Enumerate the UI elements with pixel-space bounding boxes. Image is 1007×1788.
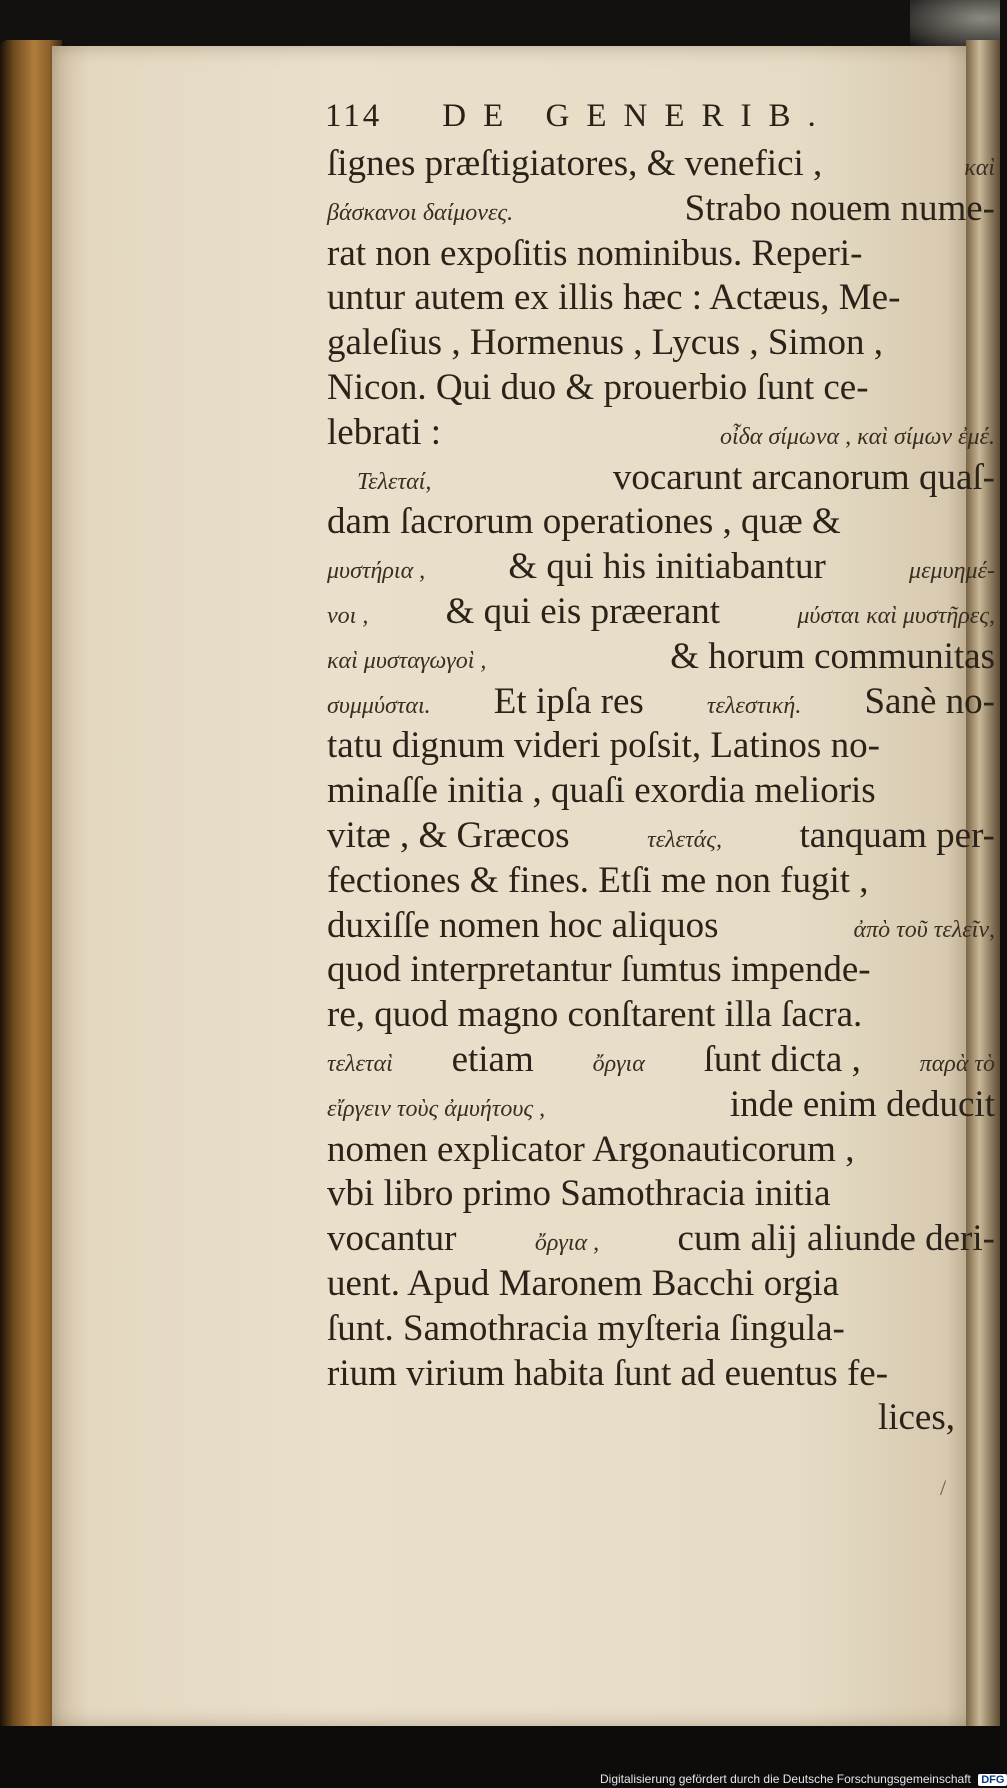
- latin-text: ſunt dicta ,: [703, 1038, 861, 1080]
- page-number: 114: [325, 98, 383, 134]
- scan-top-border: [0, 0, 1000, 46]
- text-line: [327, 1352, 995, 1397]
- latin-text: tanquam per-: [799, 814, 995, 856]
- latin-text: Strabo nouem nume-: [684, 187, 995, 229]
- latin-text: galeſius , Hormenus , Lycus , Simon ,: [327, 322, 883, 364]
- running-head: [325, 98, 965, 135]
- text-line: [327, 1217, 995, 1262]
- greek-phrase: συμμύσται.: [327, 692, 431, 719]
- text-line: [327, 904, 995, 949]
- latin-text: inde enim deducit: [729, 1083, 995, 1125]
- text-line: [327, 769, 995, 814]
- digitization-credit: [600, 1772, 1005, 1788]
- greek-phrase: μυστήρια ,: [327, 558, 426, 585]
- text-line: [327, 232, 995, 277]
- text-line: [327, 859, 995, 904]
- text-line: [327, 187, 995, 232]
- latin-text: ſunt. Samothracia myſteria ſingula-: [327, 1307, 845, 1349]
- greek-phrase: εἴργειν τοὺς ἀμυήτους ,: [327, 1095, 546, 1122]
- text-line: [327, 1262, 995, 1307]
- greek-phrase: παρὰ τὸ: [919, 1050, 995, 1077]
- greek-phrase: ὄργια ,: [534, 1230, 600, 1257]
- text-line: [327, 142, 995, 187]
- greek-phrase: οἶδα σίμωνα , καὶ σίμων ἐμέ.: [719, 423, 995, 450]
- latin-text: vocarunt arcanorum quaſ-: [612, 456, 995, 498]
- greek-phrase: καὶ μυσταγωγοὶ ,: [327, 647, 487, 674]
- greek-phrase: τελεστική.: [706, 692, 802, 719]
- greek-phrase: τελετάς,: [647, 826, 722, 853]
- latin-text: cum alij aliunde deri-: [677, 1218, 995, 1260]
- latin-text: untur autem ex illis hæc : Actæus, Me-: [327, 277, 901, 319]
- greek-phrase: ὄργια: [592, 1050, 645, 1077]
- latin-text: Et ipſa res: [493, 680, 644, 722]
- greek-phrase: καὶ: [964, 155, 995, 181]
- text-line: [327, 366, 995, 411]
- text-line: [327, 500, 995, 545]
- text-line: [327, 1172, 995, 1217]
- latin-text: etiam: [451, 1038, 534, 1080]
- text-line: [327, 545, 995, 590]
- greek-phrase: ἀπὸ τοῦ τελεῖν,: [853, 916, 995, 943]
- latin-text: re, quod magno conſtarent illa ſacra.: [327, 994, 863, 1036]
- greek-phrase: νοι ,: [327, 602, 369, 629]
- text-line: [327, 1307, 995, 1352]
- latin-text: rium virium habita ſunt ad euentus fe-: [327, 1352, 889, 1394]
- text-line: [327, 680, 995, 725]
- latin-text: & qui eis præerant: [445, 590, 721, 632]
- latin-text: uent. Apud Maronem Bacchi orgia: [327, 1262, 840, 1304]
- latin-text: vocantur: [327, 1218, 457, 1260]
- latin-text: vbi libro primo Samothracia initia: [327, 1173, 831, 1215]
- text-line: [327, 993, 995, 1038]
- greek-phrase: μύσται καὶ μυστῆρες,: [797, 602, 995, 629]
- credit-text: Digitalisierung gefördert durch die Deutsche Forschungsgemeinschaft: [600, 1772, 971, 1786]
- greek-phrase: μεμυημέ-: [909, 558, 995, 585]
- latin-text: duxiſſe nomen hoc aliquos: [327, 904, 719, 946]
- latin-text: ſignes præſtigiatores, & venefici ,: [327, 143, 823, 184]
- text-line: [327, 321, 995, 366]
- latin-text: Sanè no-: [864, 680, 995, 722]
- text-line: [327, 1083, 995, 1128]
- text-line: [327, 814, 995, 859]
- latin-text: dam ſacrorum operationes , quæ &: [327, 501, 841, 543]
- latin-text: quod interpretantur ſumtus impende-: [327, 949, 871, 991]
- catchword: lices,: [877, 1397, 955, 1439]
- latin-text: Nicon. Qui duo & prouerbio ſunt ce-: [327, 366, 869, 408]
- text-line: [327, 948, 995, 993]
- catchword-line: [327, 1396, 995, 1441]
- text-line: [327, 456, 995, 501]
- ink-mark: /: [940, 1475, 947, 1500]
- latin-text: tatu dignum videri poſsit, Latinos no-: [327, 725, 880, 767]
- running-title: DE GENERIB.: [442, 98, 833, 134]
- latin-text: fectiones & fines. Etſi me non fugit ,: [327, 859, 869, 901]
- text-line: [327, 411, 995, 456]
- text-line: [327, 1038, 995, 1083]
- text-line: [327, 724, 995, 769]
- latin-text: lebrati :: [327, 411, 442, 453]
- latin-text: minaſſe initia , quaſi exordia melioris: [327, 770, 876, 812]
- latin-text: & qui his initiabantur: [508, 546, 826, 588]
- text-line: [327, 635, 995, 680]
- body-text: [327, 142, 995, 1441]
- latin-text: & horum communitas: [670, 635, 995, 677]
- greek-phrase: βάσκανοι δαίμονες.: [327, 199, 514, 226]
- greek-phrase: τελεταὶ: [327, 1050, 393, 1077]
- text-line: [327, 590, 995, 635]
- latin-text: vitæ , & Græcos: [327, 814, 570, 856]
- text-line: [327, 1128, 995, 1173]
- dfg-logo: DFG: [978, 1774, 1007, 1786]
- latin-text: nomen explicator Argonauticorum ,: [327, 1128, 855, 1170]
- text-line: [327, 276, 995, 321]
- greek-phrase: Τελεταί,: [357, 468, 432, 495]
- latin-text: rat non expoſitis nominibus. Reperi-: [327, 232, 863, 274]
